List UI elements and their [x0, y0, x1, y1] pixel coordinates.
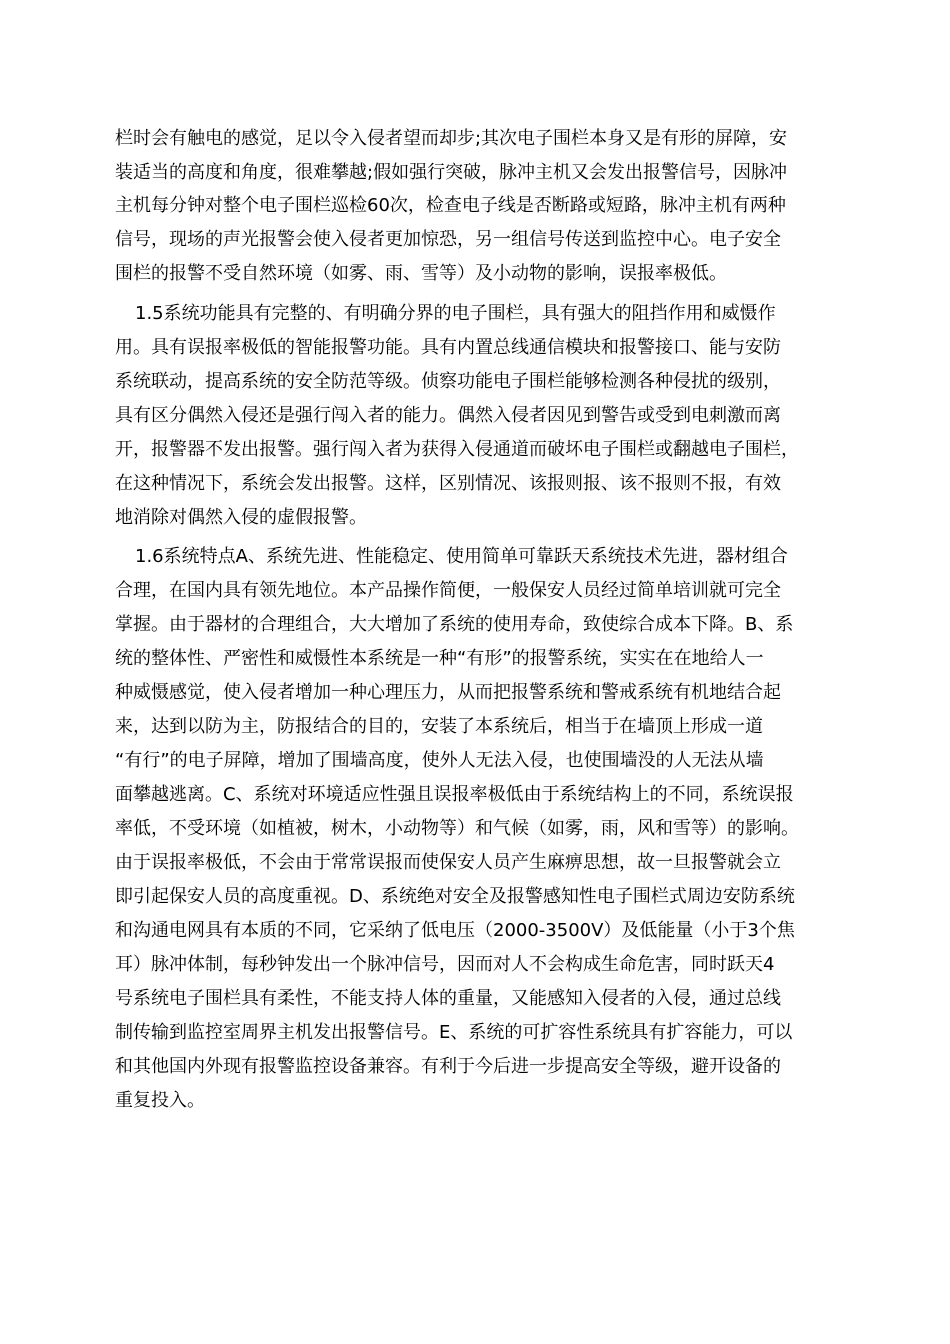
text-line: 率低，不受环境（如植被，树木，小动物等）和气候（如雾，雨，风和雪等）的影响。: [115, 818, 799, 839]
text-line: 掌握。由于器材的合理组合，大大增加了系统的使用寿命，致使综合成本下降。B、系: [115, 614, 794, 635]
text-line: 由于误报率极低，不会由于常常误报而使保安人员产生麻痹思想，故一旦报警就会立: [115, 852, 781, 873]
text-line: “有行”的电子屏障，增加了围墙高度，使外人无法入侵，也使围墙没的人无法从墙: [115, 750, 764, 771]
text-line: 主机每分钟对整个电子围栏巡检60次，检查电子线是否断路或短路，脉冲主机有两种: [115, 195, 786, 216]
text-line: 地消除对偶然入侵的虚假报警。: [115, 507, 367, 528]
text-line: 即引起保安人员的高度重视。D、系统绝对安全及报警感知性电子围栏式周边安防系统: [115, 886, 795, 907]
text-line: 在这种情况下，系统会发出报警。这样，区别情况、该报则报、该不报则不报，有效: [115, 473, 781, 494]
text-line: 来，达到以防为主，防报结合的目的，安装了本系统后，相当于在墙顶上形成一道: [115, 716, 763, 737]
text-line: 耳）脉冲体制，每秒钟发出一个脉冲信号，因而对人不会构成生命危害，同时跃天4: [115, 954, 775, 975]
text-line: 围栏的报警不受自然环境（如雾、雨、雪等）及小动物的影响，误报率极低。: [115, 263, 727, 284]
text-line: 栏时会有触电的感觉，足以令入侵者望而却步;其次电子围栏本身又是有形的屏障，安: [115, 128, 788, 149]
text-line: 信号，现场的声光报警会使入侵者更加惊恐，另一组信号传送到监控中心。电子安全: [115, 229, 781, 250]
text-line: 重复投入。: [115, 1090, 205, 1111]
text-line: 面攀越逃离。C、系统对环境适应性强且误报率极低由于系统结构上的不同，系统误报: [115, 784, 794, 805]
text-line: 具有区分偶然入侵还是强行闯入者的能力。偶然入侵者因见到警告或受到电刺激而离: [115, 405, 781, 426]
text-line: 和沟通电网具有本质的不同，它采纳了低电压（2000-3500V）及低能量（小于3个焦: [115, 920, 795, 941]
text-line: 系统联动，提高系统的安全防范等级。侦察功能电子围栏能够检测各种侵扰的级别，: [115, 371, 781, 392]
text-line: 用。具有误报率极低的智能报警功能。具有内置总线通信模块和报警接口、能与安防: [115, 337, 781, 358]
text-line: 开，报警器不发出报警。强行闯入者为获得入侵通道而破坏电子围栏或翻越电子围栏，: [115, 439, 799, 460]
paragraph-1-5-first-line: 1.5系统功能具有完整的、有明确分界的电子围栏，具有强大的阻挡作用和威慑作: [135, 303, 776, 324]
text-line: 装适当的高度和角度，很难攀越;假如强行突破，脉冲主机又会发出报警信号，因脉冲: [115, 162, 788, 183]
text-line: 种威慑感觉，使入侵者增加一种心理压力，从而把报警系统和警戒系统有机地结合起: [115, 682, 781, 703]
text-line: 制传输到监控室周界主机发出报警信号。E、系统的可扩容性系统具有扩容能力，可以: [115, 1022, 793, 1043]
text-line: 和其他国内外现有报警监控设备兼容。有利于今后进一步提高安全等级，避开设备的: [115, 1056, 781, 1077]
text-line: 号系统电子围栏具有柔性，不能支持人体的重量，又能感知入侵者的入侵，通过总线: [115, 988, 781, 1009]
paragraph-1-6-first-line: 1.6系统特点A、系统先进、性能稳定、使用简单可靠跃天系统技术先进，器材组合: [135, 546, 788, 567]
text-line: 统的整体性、严密性和威慑性本系统是一种“有形”的报警系统，实实在在地给人一: [115, 648, 764, 669]
text-line: 合理，在国内具有领先地位。本产品操作简便，一般保安人员经过简单培训就可完全: [115, 580, 781, 601]
